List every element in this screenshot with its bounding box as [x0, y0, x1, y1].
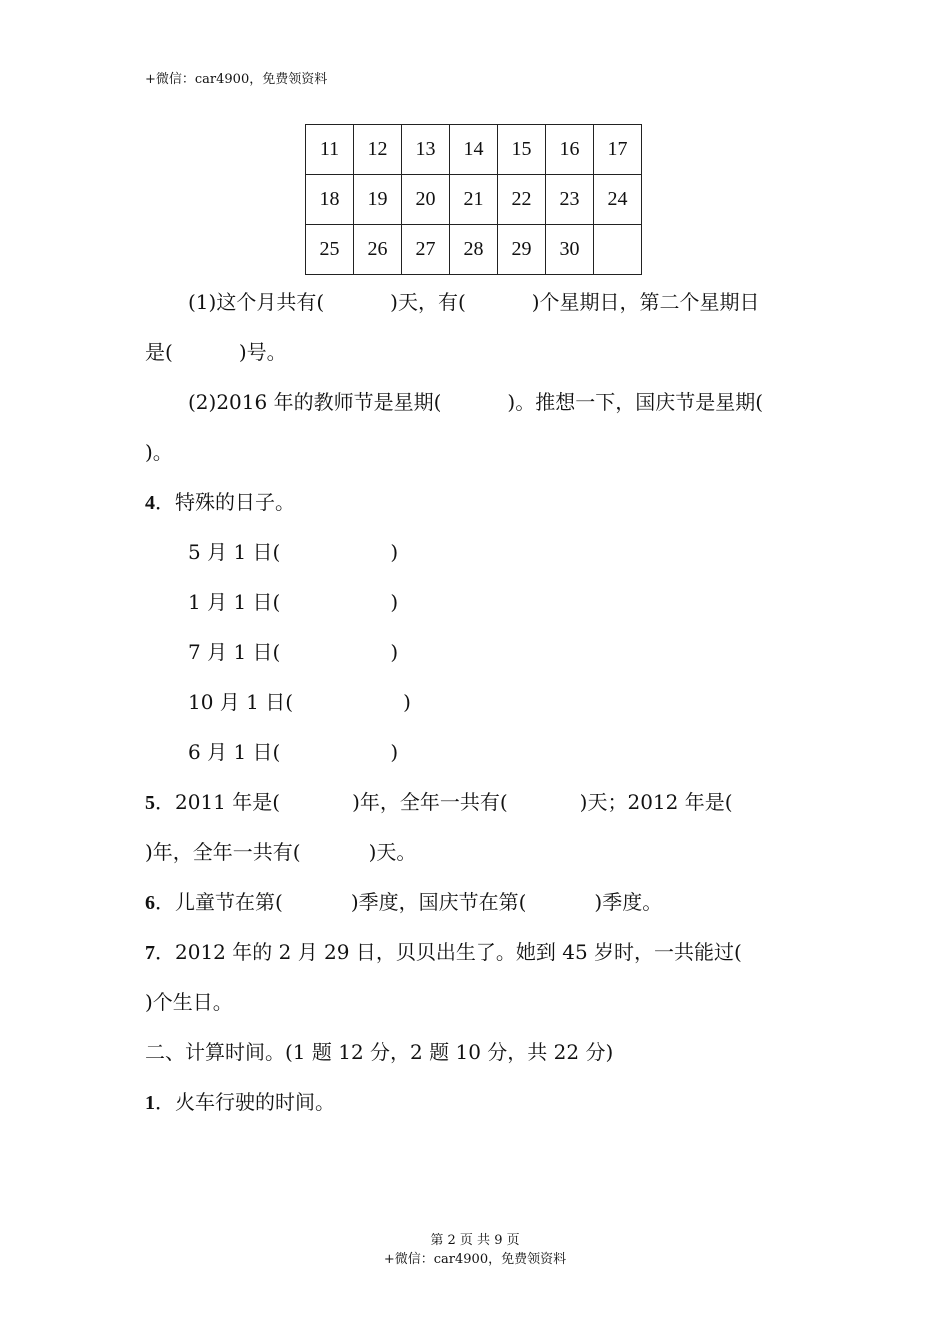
- close-paren: ): [390, 640, 399, 664]
- calendar-cell: 23: [546, 175, 594, 225]
- q4-title: [145, 489, 295, 516]
- q3-text: )个星期日，第二个星期日: [531, 290, 760, 314]
- close-paren: ): [390, 740, 399, 764]
- calendar-cell: 25: [306, 225, 354, 275]
- calendar-cell: 27: [402, 225, 450, 275]
- q6-line: [145, 889, 662, 916]
- calendar-cell: 19: [354, 175, 402, 225]
- header-watermark-note: +微信：car4900，免费领资料: [145, 72, 328, 87]
- calendar-cell: 14: [450, 125, 498, 175]
- calendar-cell: 18: [306, 175, 354, 225]
- calendar-row: [306, 225, 642, 275]
- q3-part1-line1: [188, 289, 760, 315]
- q3-text: )。: [145, 440, 173, 464]
- q4-date-row: [188, 589, 398, 615]
- s2q1-text: ．火车行驶的时间。: [155, 1090, 335, 1114]
- q5-text: )年，全年一共有(: [352, 790, 508, 814]
- q3-text: )。推想一下，国庆节是星期(: [507, 390, 763, 414]
- q6-text: )季度，国庆节在第(: [350, 890, 527, 914]
- q7-line2: [145, 989, 233, 1015]
- calendar-row: [306, 125, 642, 175]
- q4-date-row: [188, 639, 398, 665]
- q5-text: )天；2012 年是(: [579, 790, 733, 814]
- calendar-cell: 12: [354, 125, 402, 175]
- date-label: 7 月 1 日(: [188, 640, 281, 664]
- question-number: 7: [145, 942, 155, 964]
- q6-text: )季度。: [594, 890, 663, 914]
- calendar-table: [305, 124, 642, 275]
- q4-date-row: [188, 739, 398, 765]
- section-2-title: 二、计算时间。(1 题 12 分，2 题 10 分，共 22 分): [145, 1040, 614, 1064]
- question-number: 4: [145, 492, 155, 514]
- date-label: 10 月 1 日(: [188, 690, 294, 714]
- footer-watermark-note: +微信：car4900，免费领资料: [383, 1252, 567, 1267]
- q5-text: )年，全年一共有(: [145, 840, 301, 864]
- calendar-row: [306, 175, 642, 225]
- calendar-cell: 30: [546, 225, 594, 275]
- q3-part2-line2: [145, 439, 173, 465]
- q4-date-row: [188, 539, 398, 565]
- q5-text: ．2011 年是(: [155, 790, 281, 814]
- q4-text: ．特殊的日子。: [155, 490, 295, 514]
- q3-text: 是(: [145, 340, 173, 364]
- q7-line1: [145, 939, 742, 966]
- q5-line1: [145, 789, 733, 816]
- q3-text: (2)2016 年的教师节是星期(: [188, 390, 442, 414]
- close-paren: ): [390, 540, 399, 564]
- q7-text: ．2012 年的 2 月 29 日，贝贝出生了。她到 45 岁时，一共能过(: [155, 940, 742, 964]
- s2-q1-title: [145, 1089, 335, 1116]
- calendar-cell: 15: [498, 125, 546, 175]
- date-label: 5 月 1 日(: [188, 540, 281, 564]
- q7-text: )个生日。: [145, 990, 233, 1014]
- calendar-cell: 29: [498, 225, 546, 275]
- q5-text: )天。: [368, 840, 417, 864]
- q3-part1-line2: [145, 339, 287, 365]
- q3-text: )天，有(: [390, 290, 466, 314]
- calendar-cell: 21: [450, 175, 498, 225]
- question-number: 5: [145, 792, 155, 814]
- page-number: 第 2 页 共 9 页: [430, 1233, 520, 1248]
- calendar-cell: 28: [450, 225, 498, 275]
- calendar-cell: 26: [354, 225, 402, 275]
- calendar-cell: 13: [402, 125, 450, 175]
- calendar-cell: 11: [306, 125, 354, 175]
- question-number: 1: [145, 1092, 155, 1114]
- q4-date-row: [188, 689, 411, 715]
- date-label: 6 月 1 日(: [188, 740, 281, 764]
- calendar-cell: 16: [546, 125, 594, 175]
- q3-part2-line1: [188, 389, 763, 415]
- q3-text: (1)这个月共有(: [188, 290, 325, 314]
- close-paren: ): [390, 590, 399, 614]
- question-number: 6: [145, 892, 155, 914]
- calendar-cell: 17: [594, 125, 642, 175]
- calendar-cell: 20: [402, 175, 450, 225]
- calendar-cell-empty: [594, 225, 642, 275]
- q5-line2: [145, 839, 416, 865]
- q3-text: )号。: [238, 340, 287, 364]
- calendar-cell: 24: [594, 175, 642, 225]
- calendar-cell: 22: [498, 175, 546, 225]
- date-label: 1 月 1 日(: [188, 590, 281, 614]
- q6-text: ．儿童节在第(: [155, 890, 283, 914]
- close-paren: ): [403, 690, 411, 714]
